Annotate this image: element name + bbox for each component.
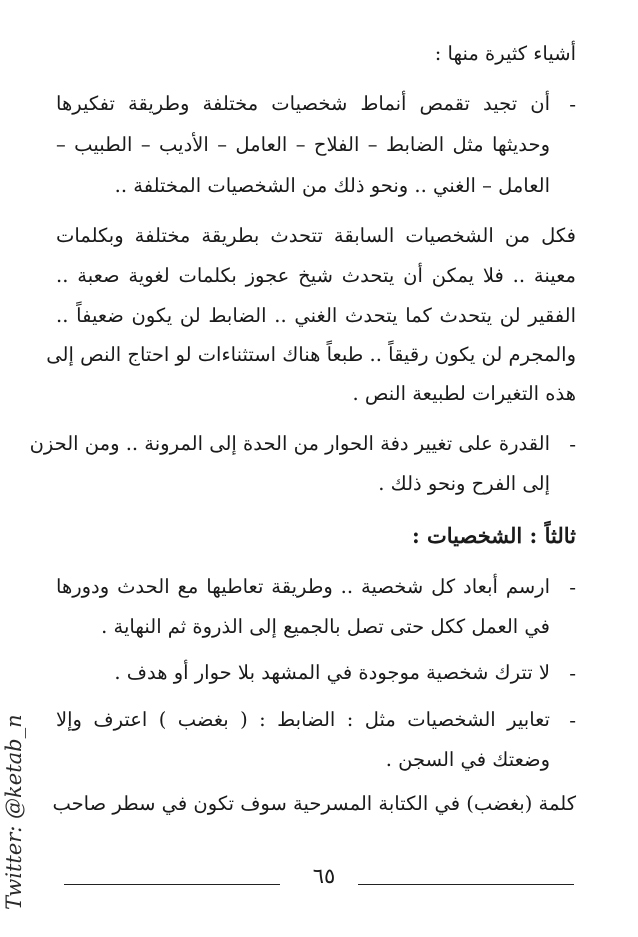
page-number: ٦٥ (312, 864, 336, 888)
text-line: إلى الفرح ونحو ذلك . (378, 472, 550, 495)
text-line: القدرة على تغيير دفة الحوار من الحدة إلى المرونة .. ومن الحزن (29, 432, 550, 455)
bullet-dash: - (569, 708, 576, 732)
text-line: أن تجيد تقمص أنماط شخصيات مختلفة وطريقة تفكيرها (56, 92, 550, 115)
text-line: هذه التغيرات لطبيعة النص . (352, 382, 576, 405)
footer-rule-left (64, 884, 280, 885)
bullet-dash: - (569, 661, 576, 685)
text-line: معينة .. فلا يمكن أن يتحدث شيخ عجوز بكلمات لغوية صعبة .. (56, 264, 576, 287)
text-line: العامل – الغني .. ونحو ذلك من الشخصيات المختلفة .. (114, 174, 550, 197)
text-line: فكل من الشخصيات السابقة تتحدث بطريقة مختلفة وبكلمات (56, 224, 576, 247)
twitter-watermark: Twitter: @ketab_n (2, 714, 26, 910)
text-line: والمجرم لن يكون رقيقاً .. طبعاً هناك استثناءات لو احتاج النص إلى (46, 343, 576, 366)
bullet-dash: - (569, 575, 576, 599)
text-line: في العمل ككل حتى تصل بالجميع إلى الذروة ثم النهاية . (101, 615, 550, 638)
footer-rule-right (358, 884, 574, 885)
text-line: الفقير لن يتحدث كما يتحدث الغني .. الضابط لن يكون ضعيفاً .. (56, 304, 576, 327)
section-heading: ثالثاً : الشخصيات : (411, 523, 576, 548)
text-line: وضعتك في السجن . (385, 748, 550, 771)
bullet-dash: - (569, 92, 576, 116)
text-line: لا تترك شخصية موجودة في المشهد بلا حوار أو هدف . (114, 661, 550, 684)
text-line: ارسم أبعاد كل شخصية .. وطريقة تعاطيها مع الحدث ودورها (56, 575, 550, 598)
bullet-dash: - (569, 432, 576, 456)
text-line: وحديثها مثل الضابط – الفلاح – العامل – الأديب – الطبيب – (56, 133, 550, 156)
text-line: كلمة (بغضب) في الكتابة المسرحية سوف تكون في سطر صاحب (52, 792, 576, 815)
text-line: أشياء كثيرة منها : (434, 42, 576, 65)
text-line: تعابير الشخصيات مثل : الضابط : ( بغضب ) اعترف وإلا (56, 708, 550, 731)
